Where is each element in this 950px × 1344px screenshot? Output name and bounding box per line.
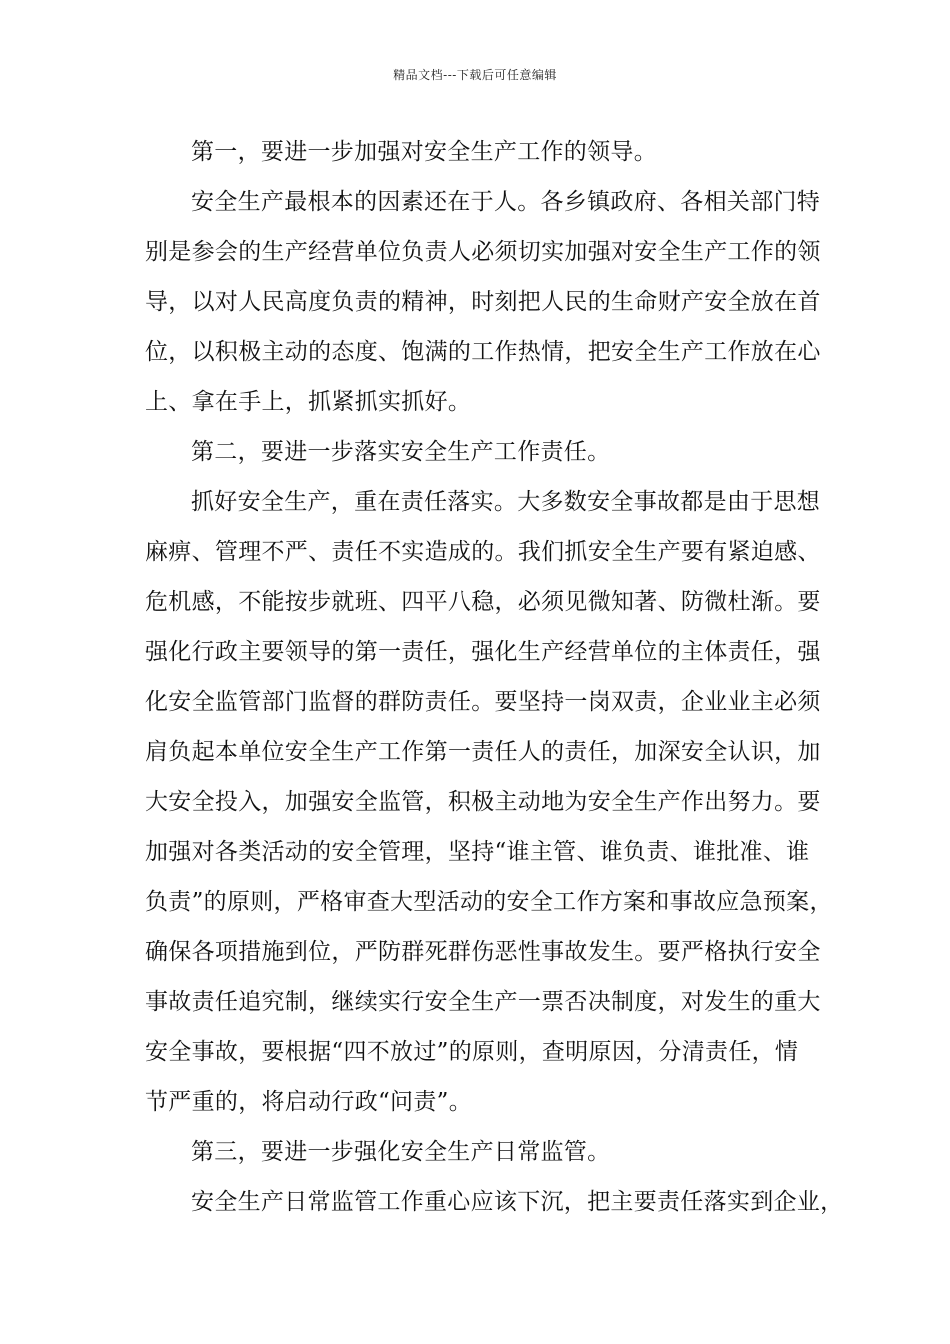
text-line: 别是参会的生产经营单位负责人必须切实加强对安全生产工作的领 — [145, 239, 821, 265]
text-line: 强化行政主要领导的第一责任，强化生产经营单位的主体责任，强 — [145, 639, 821, 665]
text-line: 节严重的，将启动行政“问责”。 — [145, 1089, 473, 1115]
text-line: 第三，要进一步强化安全生产日常监管。 — [191, 1139, 611, 1165]
text-line: 确保各项措施到位，严防群死群伤恶性事故发生。要严格执行安全 — [145, 939, 821, 965]
text-line: 危机感，不能按步就班、四平八稳，必须见微知著、防微杜渐。要 — [145, 589, 821, 615]
page-header: 精品文档---下载后可任意编辑 — [393, 68, 557, 82]
text-line: 导，以对人民高度负责的精神，时刻把人民的生命财产安全放在首 — [145, 289, 821, 315]
text-line: 肩负起本单位安全生产工作第一责任人的责任，加深安全认识，加 — [145, 739, 821, 765]
text-line: 抓好安全生产，重在责任落实。大多数安全事故都是由于思想 — [191, 489, 821, 515]
document-body — [145, 127, 844, 1227]
text-line: 负责”的原则，严格审查大型活动的安全工作方案和事故应急预案， — [145, 889, 833, 915]
text-line: 化安全监管部门监督的群防责任。要坚持一岗双责，企业业主必须 — [145, 689, 821, 715]
text-line: 上、拿在手上，抓紧抓实抓好。 — [145, 389, 472, 415]
text-line: 事故责任追究制，继续实行安全生产一票否决制度，对发生的重大 — [145, 989, 821, 1015]
text-line: 第二，要进一步落实安全生产工作责任。 — [191, 439, 611, 465]
text-line: 位，以积极主动的态度、饱满的工作热情，把安全生产工作放在心 — [145, 339, 821, 365]
text-line: 加强对各类活动的安全管理，坚持“谁主管、谁负责、谁批准、谁 — [145, 839, 810, 865]
text-line: 安全生产最根本的因素还在于人。各乡镇政府、各相关部门特 — [191, 189, 821, 215]
text-line: 安全生产日常监管工作重心应该下沉，把主要责任落实到企业， — [191, 1189, 844, 1215]
text-line: 麻痹、管理不严、责任不实造成的。我们抓安全生产要有紧迫感、 — [145, 539, 821, 565]
text-line: 第一，要进一步加强对安全生产工作的领导。 — [191, 139, 657, 165]
text-line: 大安全投入，加强安全监管，积极主动地为安全生产作出努力。要 — [145, 789, 821, 815]
text-line: 安全事故，要根据“四不放过”的原则，查明原因，分清责任，情 — [145, 1039, 799, 1065]
